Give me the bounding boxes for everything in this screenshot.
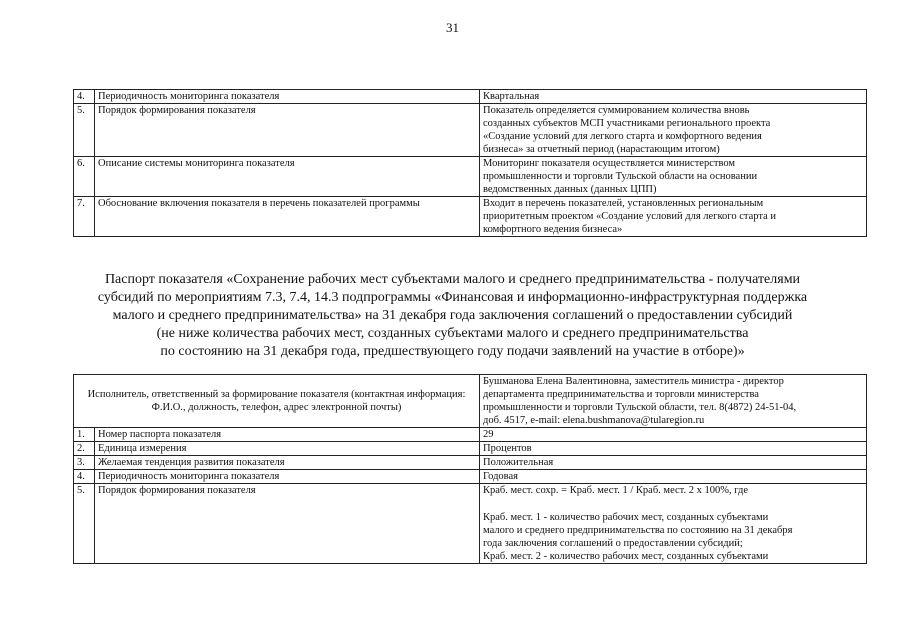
passport-table xyxy=(73,374,867,564)
row-number: 1. xyxy=(74,428,95,442)
row-number: 4. xyxy=(74,470,95,484)
row-value xyxy=(480,484,867,564)
row-label: Единица измерения xyxy=(95,442,480,456)
table-row xyxy=(74,442,867,456)
executor-label: Исполнитель, ответственный за формирование показателя (контактная информация: Ф.И.О., должность, телефон, адрес электронной почты) xyxy=(74,375,480,428)
row-label: Порядок формирования показателя xyxy=(95,104,480,157)
formula: Краб. мест. сохр. = Краб. мест. 1 / Краб. мест. 2 x 100%, где xyxy=(483,485,748,496)
table-row xyxy=(74,197,867,237)
table-row xyxy=(74,90,867,104)
row-label: Периодичность мониторинга показателя xyxy=(95,90,480,104)
row-label: Периодичность мониторинга показателя xyxy=(95,470,480,484)
row-label: Описание системы мониторинга показателя xyxy=(95,157,480,197)
table-row xyxy=(74,104,867,157)
passport-title: Паспорт показателя «Сохранение рабочих мест субъектами малого и среднего предпринимательства - получателями субсидий по мероприятиям 7.3, 7.4, 14.3 подпрограммы «Финансовая и информационно-инфраструктурная поддержка малого и среднего предпринимательства» на 31 декабря года заключения соглашений о предоставлении субсидий (не ниже количества рабочих мест, созданных субъектами малого и среднего предпринимательства по состоянию на 31 декабря года, предшествующего году подачи заявлений на участие в отборе)» xyxy=(97,272,808,359)
row-number: 5. xyxy=(74,104,95,157)
row-label: Порядок формирования показателя xyxy=(95,484,480,564)
table-row xyxy=(74,428,867,442)
row-value: Показатель определяется суммированием количества вновь созданных субъектов МСП участниками регионального проекта «Создание условий для легкого старта и комфортного ведения бизнеса» за отчетный период (нарастающим итогом) xyxy=(480,104,867,157)
row-value: Процентов xyxy=(480,442,867,456)
row-number: 3. xyxy=(74,456,95,470)
row-label: Обоснование включения показателя в перечень показателей программы xyxy=(95,197,480,237)
executor-value: Бушманова Елена Валентиновна, заместитель министра - директор департамента предпринимательства и торговли министерства промышленности и торговли Тульской области, тел. 8(4872) 24-51-04, доб. 4517, e-mail: elena.bushmanova@tularegion.ru xyxy=(480,375,867,428)
page-number: 31 xyxy=(446,20,459,35)
table-row xyxy=(74,456,867,470)
row-value: Годовая xyxy=(480,470,867,484)
definition-1: Краб. мест. 1 - количество рабочих мест, созданных субъектами малого и среднего предпринимательства по состоянию на 31 декабря года заключения соглашений о предоставлении субсидий; xyxy=(483,512,793,549)
row-value: Входит в перечень показателей, установленных региональным приоритетным проектом «Создание условий для легкого старта и комфортного ведения бизнеса» xyxy=(480,197,867,237)
executor-row xyxy=(74,375,867,428)
row-value: 29 xyxy=(480,428,867,442)
row-number: 5. xyxy=(74,484,95,564)
indicator-table-continued xyxy=(73,89,867,237)
definition-2: Краб. мест. 2 - количество рабочих мест, созданных субъектами xyxy=(483,551,769,562)
row-number: 6. xyxy=(74,157,95,197)
row-number: 4. xyxy=(74,90,95,104)
table-row xyxy=(74,470,867,484)
row-value: Положительная xyxy=(480,456,867,470)
row-label: Желаемая тенденция развития показателя xyxy=(95,456,480,470)
row-number: 7. xyxy=(74,197,95,237)
table-row xyxy=(74,484,867,564)
row-value: Квартальная xyxy=(480,90,867,104)
row-label: Номер паспорта показателя xyxy=(95,428,480,442)
row-value: Мониторинг показателя осуществляется министерством промышленности и торговли Тульской области на основании ведомственных данных (данных ЦПП) xyxy=(480,157,867,197)
table-row xyxy=(74,157,867,197)
row-number: 2. xyxy=(74,442,95,456)
